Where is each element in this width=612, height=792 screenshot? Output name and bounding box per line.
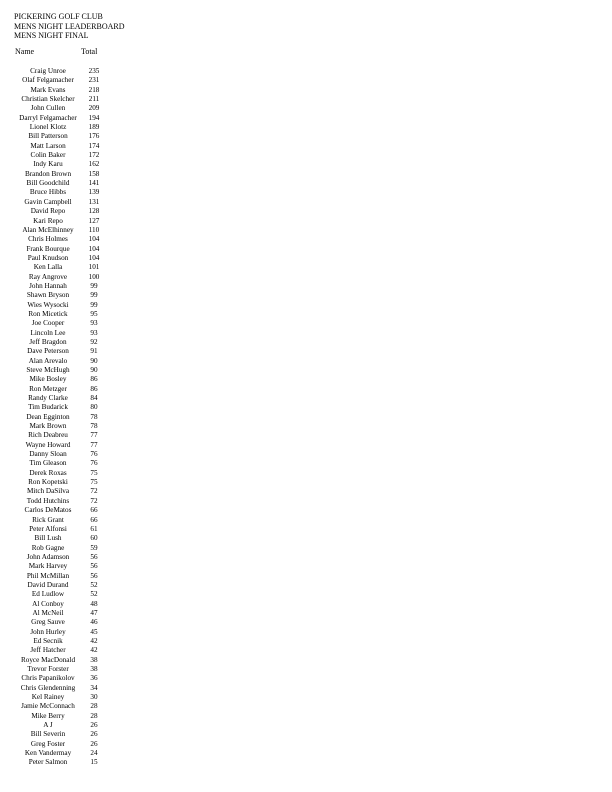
- table-row: [0, 609, 120, 618]
- table-row: [0, 702, 120, 711]
- player-total: 30: [90, 693, 98, 702]
- player-total: 59: [90, 543, 98, 552]
- player-name: Ed Ludlow: [31, 590, 65, 599]
- player-name: Jeff Hatcher: [30, 646, 66, 655]
- table-row: [0, 385, 120, 394]
- player-total: 127: [88, 216, 100, 225]
- player-name: Kel Rainey: [31, 693, 65, 702]
- player-total: 72: [90, 496, 98, 505]
- player-name: Ed Secnik: [33, 636, 63, 645]
- player-name: Greg Foster: [30, 739, 66, 748]
- player-name: Derek Roxas: [29, 468, 67, 477]
- player-total: 15: [90, 758, 98, 767]
- player-total: 174: [88, 141, 100, 150]
- table-row: [0, 422, 120, 431]
- player-total: 141: [88, 179, 100, 188]
- player-total: 78: [90, 422, 98, 431]
- player-total: 218: [88, 85, 100, 94]
- player-name: David Durand: [27, 580, 69, 589]
- player-name: Al McNeil: [32, 608, 64, 617]
- table-row: [0, 394, 120, 403]
- player-total: 76: [90, 450, 98, 459]
- table-row: [0, 674, 120, 683]
- player-total: 72: [90, 487, 98, 496]
- table-row: [0, 319, 120, 328]
- player-total: 75: [90, 478, 98, 487]
- player-name: Ron Micetick: [28, 309, 68, 318]
- player-total: 139: [88, 188, 100, 197]
- player-total: 52: [90, 580, 98, 589]
- leaderboard-title: MENS NIGHT LEADERBOARD: [14, 21, 125, 31]
- player-total: 56: [90, 552, 98, 561]
- player-name: Chris Papanikolov: [21, 674, 75, 683]
- table-row: [0, 132, 120, 141]
- player-name: Darryl Felgamacher: [19, 113, 77, 122]
- player-total: 101: [88, 263, 100, 272]
- leaderboard-table: [0, 67, 120, 768]
- table-row: [0, 217, 120, 226]
- table-row: [0, 170, 120, 179]
- player-total: 176: [88, 132, 100, 141]
- table-row: [0, 403, 120, 412]
- player-total: 131: [88, 197, 100, 206]
- player-name: Al Conboy: [32, 599, 64, 608]
- player-name: Mark Harvey: [28, 562, 68, 571]
- table-row: [0, 263, 120, 272]
- table-row: [0, 450, 120, 459]
- table-row: [0, 469, 120, 478]
- player-total: 91: [90, 347, 98, 356]
- player-total: 104: [88, 253, 100, 262]
- player-name: Randy Clarke: [28, 394, 68, 403]
- player-total: 77: [90, 431, 98, 440]
- player-name: Jamie McConnach: [21, 702, 75, 711]
- table-row: [0, 338, 120, 347]
- player-total: 211: [88, 95, 100, 104]
- player-name: Rob Gagne: [31, 543, 65, 552]
- table-row: [0, 684, 120, 693]
- player-total: 42: [90, 646, 98, 655]
- table-row: [0, 310, 120, 319]
- table-row: [0, 114, 120, 123]
- player-total: 92: [90, 337, 98, 346]
- player-total: 52: [90, 590, 98, 599]
- player-name: Lionel Klotz: [29, 123, 67, 132]
- player-total: 86: [90, 384, 98, 393]
- player-name: Bill Lush: [34, 534, 62, 543]
- player-name: Danny Sloan: [29, 450, 67, 459]
- player-name: Olaf Felgamacher: [22, 76, 74, 85]
- player-name: Phil McMillan: [26, 571, 70, 580]
- table-row: [0, 198, 120, 207]
- player-name: John Hurley: [30, 627, 66, 636]
- player-total: 99: [90, 300, 98, 309]
- player-total: 28: [90, 702, 98, 711]
- player-total: 86: [90, 375, 98, 384]
- table-row: [0, 525, 120, 534]
- table-row: [0, 123, 120, 132]
- table-row: [0, 487, 120, 496]
- player-total: 84: [90, 394, 98, 403]
- table-row: [0, 665, 120, 674]
- player-name: Bill Goodchild: [26, 179, 70, 188]
- table-row: [0, 347, 120, 356]
- table-row: [0, 357, 120, 366]
- table-row: [0, 104, 120, 113]
- player-total: 66: [90, 515, 98, 524]
- table-row: [0, 329, 120, 338]
- player-total: 158: [88, 169, 100, 178]
- player-name: Jeff Bragdon: [29, 337, 67, 346]
- table-row: [0, 245, 120, 254]
- table-row: [0, 188, 120, 197]
- player-name: Christian Skelcher: [21, 95, 75, 104]
- table-row: [0, 291, 120, 300]
- player-name: Chris Holmes: [28, 235, 68, 244]
- player-name: Matt Larson: [30, 141, 66, 150]
- player-name: Royce MacDonald: [20, 655, 76, 664]
- club-title: PICKERING GOLF CLUB: [14, 12, 103, 21]
- player-total: 24: [90, 749, 98, 758]
- player-name: Carlos DeMatos: [24, 506, 72, 515]
- player-total: 28: [90, 711, 98, 720]
- player-total: 45: [90, 627, 98, 636]
- player-name: Ray Angrove: [28, 272, 68, 281]
- table-row: [0, 254, 120, 263]
- table-row: [0, 730, 120, 739]
- player-total: 93: [90, 328, 98, 337]
- player-name: Mark Brown: [29, 422, 67, 431]
- player-name: Dave Peterson: [27, 347, 69, 356]
- player-total: 90: [90, 366, 98, 374]
- player-total: 56: [90, 562, 98, 571]
- player-name: Colin Baker: [30, 151, 66, 160]
- player-name: Chris Glendenning: [20, 683, 76, 692]
- table-row: [0, 712, 120, 721]
- player-total: 26: [90, 739, 98, 748]
- player-name: Ken Lalla: [33, 263, 63, 272]
- table-row: [0, 758, 120, 767]
- table-row: [0, 151, 120, 160]
- table-row: [0, 590, 120, 599]
- table-row: [0, 740, 120, 749]
- player-name: Frank Bourque: [26, 244, 70, 253]
- player-total: 231: [88, 76, 100, 85]
- table-row: [0, 646, 120, 655]
- table-row: [0, 506, 120, 515]
- player-name: John Cullen: [30, 104, 66, 113]
- player-name: Ron Kopetski: [28, 478, 68, 487]
- table-row: [0, 226, 120, 235]
- player-total: 172: [88, 151, 100, 160]
- player-name: Greg Sauve: [31, 618, 65, 627]
- player-name: John Hannah: [29, 281, 67, 290]
- player-total: 100: [88, 272, 100, 281]
- table-row: [0, 516, 120, 525]
- table-row: [0, 160, 120, 169]
- player-name: Rick Grant: [32, 515, 64, 524]
- table-row: [0, 142, 120, 151]
- player-name: David Repo: [30, 207, 66, 216]
- player-total: 235: [88, 67, 100, 75]
- table-row: [0, 721, 120, 730]
- player-name: Mike Bosley: [29, 375, 67, 384]
- player-name: Peter Salmon: [28, 758, 68, 767]
- player-name: Joe Cooper: [31, 319, 65, 328]
- player-total: 46: [90, 618, 98, 627]
- player-total: 162: [88, 160, 100, 169]
- player-total: 66: [90, 506, 98, 515]
- player-name: Wayne Howard: [25, 440, 71, 449]
- player-name: Tim Gleason: [29, 459, 67, 468]
- player-name: Ken Vandermay: [24, 749, 72, 758]
- table-row: [0, 235, 120, 244]
- player-name: Shawn Bryson: [26, 291, 70, 300]
- table-row: [0, 179, 120, 188]
- player-total: 99: [90, 291, 98, 300]
- player-total: 47: [90, 608, 98, 617]
- player-total: 34: [90, 683, 98, 692]
- table-row: [0, 581, 120, 590]
- player-total: 75: [90, 468, 98, 477]
- player-name: Lincoln Lee: [30, 328, 66, 337]
- player-total: 61: [90, 524, 98, 533]
- table-row: [0, 749, 120, 758]
- player-total: 48: [90, 599, 98, 608]
- player-total: 209: [88, 104, 100, 113]
- player-total: 36: [90, 674, 98, 683]
- player-total: 38: [90, 665, 98, 673]
- player-total: 76: [90, 459, 98, 468]
- player-total: 104: [88, 244, 100, 253]
- table-row: [0, 656, 120, 665]
- table-row: [0, 562, 120, 571]
- player-name: Alan McElhinney: [22, 225, 74, 234]
- player-total: 99: [90, 281, 98, 290]
- player-name: A J: [43, 721, 53, 730]
- player-name: Kari Repo: [33, 216, 63, 225]
- player-name: Mitch DaSilva: [26, 487, 70, 496]
- table-row: [0, 413, 120, 422]
- table-row: [0, 95, 120, 104]
- player-name: Mike Berry: [31, 711, 65, 720]
- table-row: [0, 618, 120, 627]
- table-row: [0, 628, 120, 637]
- player-name: Ron Metzger: [29, 384, 67, 393]
- player-name: Gavin Campbell: [24, 197, 72, 206]
- player-total: 128: [88, 207, 100, 216]
- table-row: [0, 572, 120, 581]
- table-row: [0, 301, 120, 310]
- player-name: Bruce Hibbs: [29, 188, 67, 197]
- player-total: 26: [90, 721, 98, 730]
- table-row: [0, 366, 120, 375]
- player-total: 78: [90, 412, 98, 421]
- player-name: Bill Patterson: [28, 132, 68, 141]
- player-name: Bill Severin: [30, 730, 66, 739]
- table-row: [0, 534, 120, 543]
- player-total: 80: [90, 403, 98, 412]
- table-row: [0, 431, 120, 440]
- table-row: [0, 207, 120, 216]
- player-name: Peter Alfonsi: [29, 524, 67, 533]
- total-column-header: Total: [81, 47, 98, 56]
- player-total: 60: [90, 534, 98, 543]
- player-name: Trevor Forster: [27, 665, 69, 673]
- event-title: MENS NIGHT FINAL: [14, 31, 89, 40]
- player-name: Wies Wysocki: [27, 300, 69, 309]
- player-total: 110: [88, 225, 100, 234]
- player-name: Tim Budarick: [28, 403, 68, 412]
- table-row: [0, 544, 120, 553]
- player-total: 189: [88, 123, 100, 132]
- player-total: 93: [90, 319, 98, 328]
- table-row: [0, 600, 120, 609]
- table-row: [0, 693, 120, 702]
- player-total: 38: [90, 655, 98, 664]
- player-total: 26: [90, 730, 98, 739]
- document-header: [14, 12, 125, 41]
- player-name: Todd Hutchins: [26, 496, 70, 505]
- player-name: Paul Knudson: [27, 253, 69, 262]
- table-row: [0, 86, 120, 95]
- player-name: Dean Egginton: [26, 412, 70, 421]
- player-name: Alan Arevalo: [28, 356, 68, 365]
- player-name: Brandon Brown: [24, 169, 72, 178]
- player-total: 42: [90, 636, 98, 645]
- table-row: [0, 441, 120, 450]
- player-name: Rich Deabreu: [28, 431, 68, 440]
- table-row: [0, 282, 120, 291]
- player-total: 77: [90, 440, 98, 449]
- player-total: 194: [88, 113, 100, 122]
- player-name: Craig Unroe: [30, 67, 66, 75]
- player-name: John Adamson: [26, 552, 70, 561]
- table-row: [0, 67, 120, 76]
- table-row: [0, 478, 120, 487]
- player-name: Steve McHugh: [26, 366, 70, 374]
- table-row: [0, 273, 120, 282]
- player-name: Mark Evans: [30, 85, 66, 94]
- table-row: [0, 459, 120, 468]
- player-total: 56: [90, 571, 98, 580]
- player-name: Indy Karu: [33, 160, 63, 169]
- table-row: [0, 637, 120, 646]
- player-total: 104: [88, 235, 100, 244]
- table-row: [0, 375, 120, 384]
- table-row: [0, 76, 120, 85]
- player-total: 95: [90, 309, 98, 318]
- table-row: [0, 553, 120, 562]
- name-column-header: Name: [15, 47, 35, 56]
- table-row: [0, 497, 120, 506]
- player-total: 90: [90, 356, 98, 365]
